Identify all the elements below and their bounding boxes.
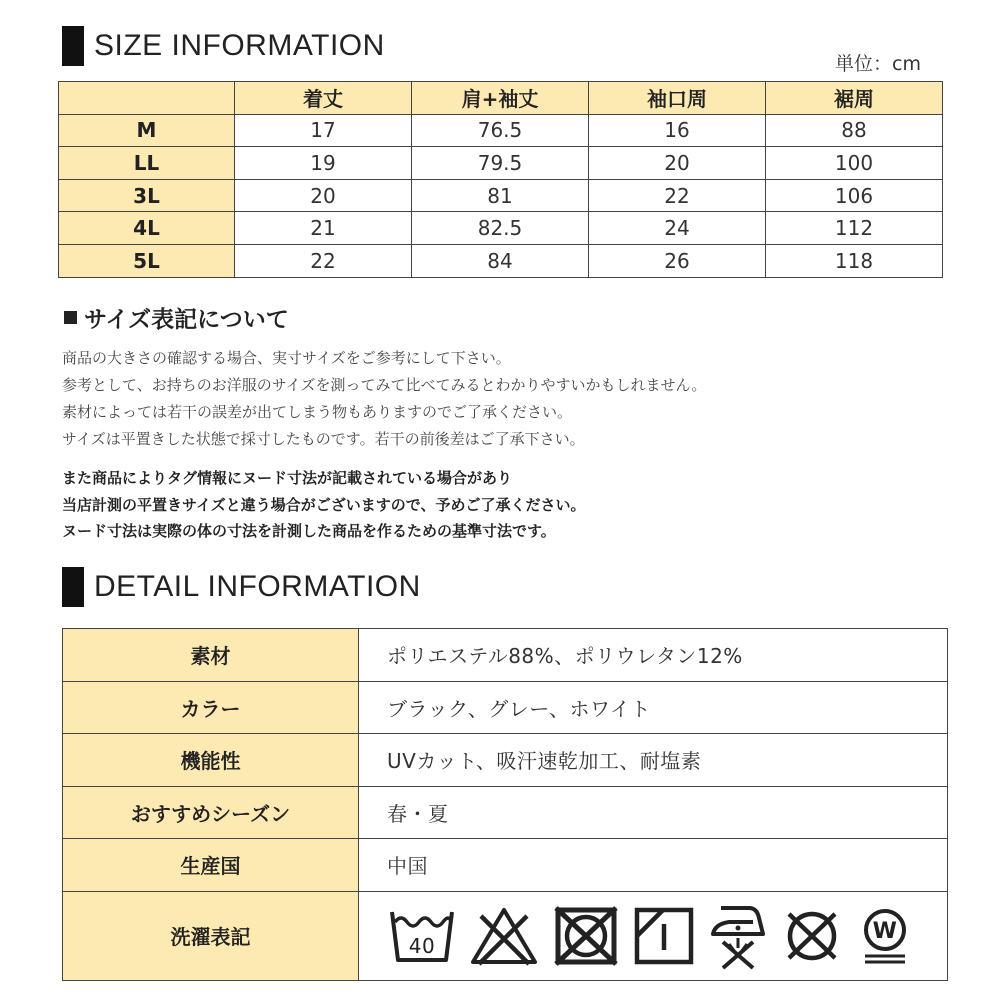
nude-size-notes xyxy=(62,465,586,545)
note-line: 参考として、お持ちのお洋服のサイズを測ってみて比べてみるとわかりやすいかもしれません。 xyxy=(62,376,707,394)
size-label-cell: 3L xyxy=(59,179,235,212)
table-cell: 22 xyxy=(589,179,766,212)
size-label-cell: 5L xyxy=(59,244,235,277)
size-label-cell: 4L xyxy=(59,212,235,245)
size-notes-title xyxy=(64,301,289,334)
table-cell: 84 xyxy=(412,244,589,277)
size-notes-title-text: サイズ表記について xyxy=(84,307,289,333)
detail-row-origin xyxy=(63,839,948,892)
table-cell: 106 xyxy=(766,179,943,212)
bold-note-line: 当店計測の平置きサイズと違う場合がございますので、予めご了承ください。 xyxy=(62,495,586,514)
table-cell: 19 xyxy=(235,147,412,180)
size-table-corner-cell xyxy=(59,82,235,115)
detail-label: 機能性 xyxy=(63,734,359,787)
table-cell: 24 xyxy=(589,212,766,245)
iron-low-no-steam-icon xyxy=(709,902,767,970)
table-cell: 81 xyxy=(412,179,589,212)
detail-section-title: DETAIL INFORMATION xyxy=(94,570,421,603)
note-line: 商品の大きさの確認する場合、実寸サイズをご参考にして下さい。 xyxy=(62,349,511,367)
detail-row-season xyxy=(63,786,948,839)
table-cell: 21 xyxy=(235,212,412,245)
heading-bar xyxy=(62,26,84,66)
detail-row-function xyxy=(63,734,948,787)
table-cell: 20 xyxy=(589,147,766,180)
column-header-hem: 裾周 xyxy=(766,82,943,115)
detail-row-material xyxy=(63,629,948,682)
detail-value: ブラック、グレー、ホワイト xyxy=(359,681,948,734)
column-header-length: 着丈 xyxy=(235,82,412,115)
detail-row-care xyxy=(63,891,948,980)
table-cell: 17 xyxy=(235,114,412,147)
table-cell: 79.5 xyxy=(412,147,589,180)
detail-section-heading xyxy=(62,567,421,607)
detail-row-color xyxy=(63,681,948,734)
size-label-cell: M xyxy=(59,114,235,147)
no-dry-clean-icon xyxy=(781,906,843,966)
detail-value: UVカット、吸汗速乾加工、耐塩素 xyxy=(359,734,948,787)
bold-note-line: ヌード寸法は実際の体の寸法を計測した商品を作るための基準寸法です。 xyxy=(62,522,556,540)
table-row xyxy=(59,212,943,245)
heading-bar xyxy=(62,567,84,607)
detail-label: おすすめシーズン xyxy=(63,786,359,839)
size-label-cell: LL xyxy=(59,147,235,180)
column-header-cuff: 袖口周 xyxy=(589,82,766,115)
detail-value: 春・夏 xyxy=(359,786,948,839)
note-line: サイズは平置きした状態で採寸したものです。若干の前後差はご了承下さい。 xyxy=(62,430,585,448)
detail-value: 中国 xyxy=(359,839,948,892)
no-tumble-dry-icon xyxy=(553,906,619,966)
size-section-title: SIZE INFORMATION xyxy=(94,29,385,62)
wet-clean-text: W xyxy=(872,918,898,944)
size-table-header-row xyxy=(59,82,943,115)
table-cell: 118 xyxy=(766,244,943,277)
unit-label: 単位：cm xyxy=(835,53,921,75)
size-notes-body xyxy=(62,345,706,453)
wash-temp-text: 40 xyxy=(408,933,436,958)
table-cell: 112 xyxy=(766,212,943,245)
detail-value: ポリエステル88%、ポリウレタン12% xyxy=(359,629,948,682)
detail-label: 素材 xyxy=(63,629,359,682)
table-cell: 20 xyxy=(235,179,412,212)
table-cell: 82.5 xyxy=(412,212,589,245)
wash-40-icon xyxy=(389,906,455,966)
detail-label: 生産国 xyxy=(63,839,359,892)
detail-table xyxy=(62,628,948,981)
bold-note-line: また商品によりタグ情報にヌード寸法が記載されている場合があり xyxy=(62,469,513,487)
care-symbols-cell xyxy=(359,891,948,980)
size-table xyxy=(58,81,943,278)
care-symbols xyxy=(387,902,947,970)
square-bullet-icon xyxy=(64,311,77,324)
detail-label: カラー xyxy=(63,681,359,734)
table-cell: 16 xyxy=(589,114,766,147)
table-row xyxy=(59,147,943,180)
no-bleach-icon xyxy=(469,906,539,966)
table-cell: 76.5 xyxy=(412,114,589,147)
drip-dry-shade-icon xyxy=(633,906,695,966)
detail-label: 洗濯表記 xyxy=(63,891,359,980)
table-row xyxy=(59,179,943,212)
table-row xyxy=(59,244,943,277)
wet-clean-gentle-icon xyxy=(857,906,913,966)
note-line: 素材によっては若干の誤差が出てしまう物もありますのでご了承ください。 xyxy=(62,403,573,421)
table-cell: 88 xyxy=(766,114,943,147)
size-section-heading xyxy=(62,26,385,66)
column-header-shoulder-sleeve: 肩+袖丈 xyxy=(412,82,589,115)
table-row xyxy=(59,114,943,147)
table-cell: 100 xyxy=(766,147,943,180)
table-cell: 26 xyxy=(589,244,766,277)
table-cell: 22 xyxy=(235,244,412,277)
